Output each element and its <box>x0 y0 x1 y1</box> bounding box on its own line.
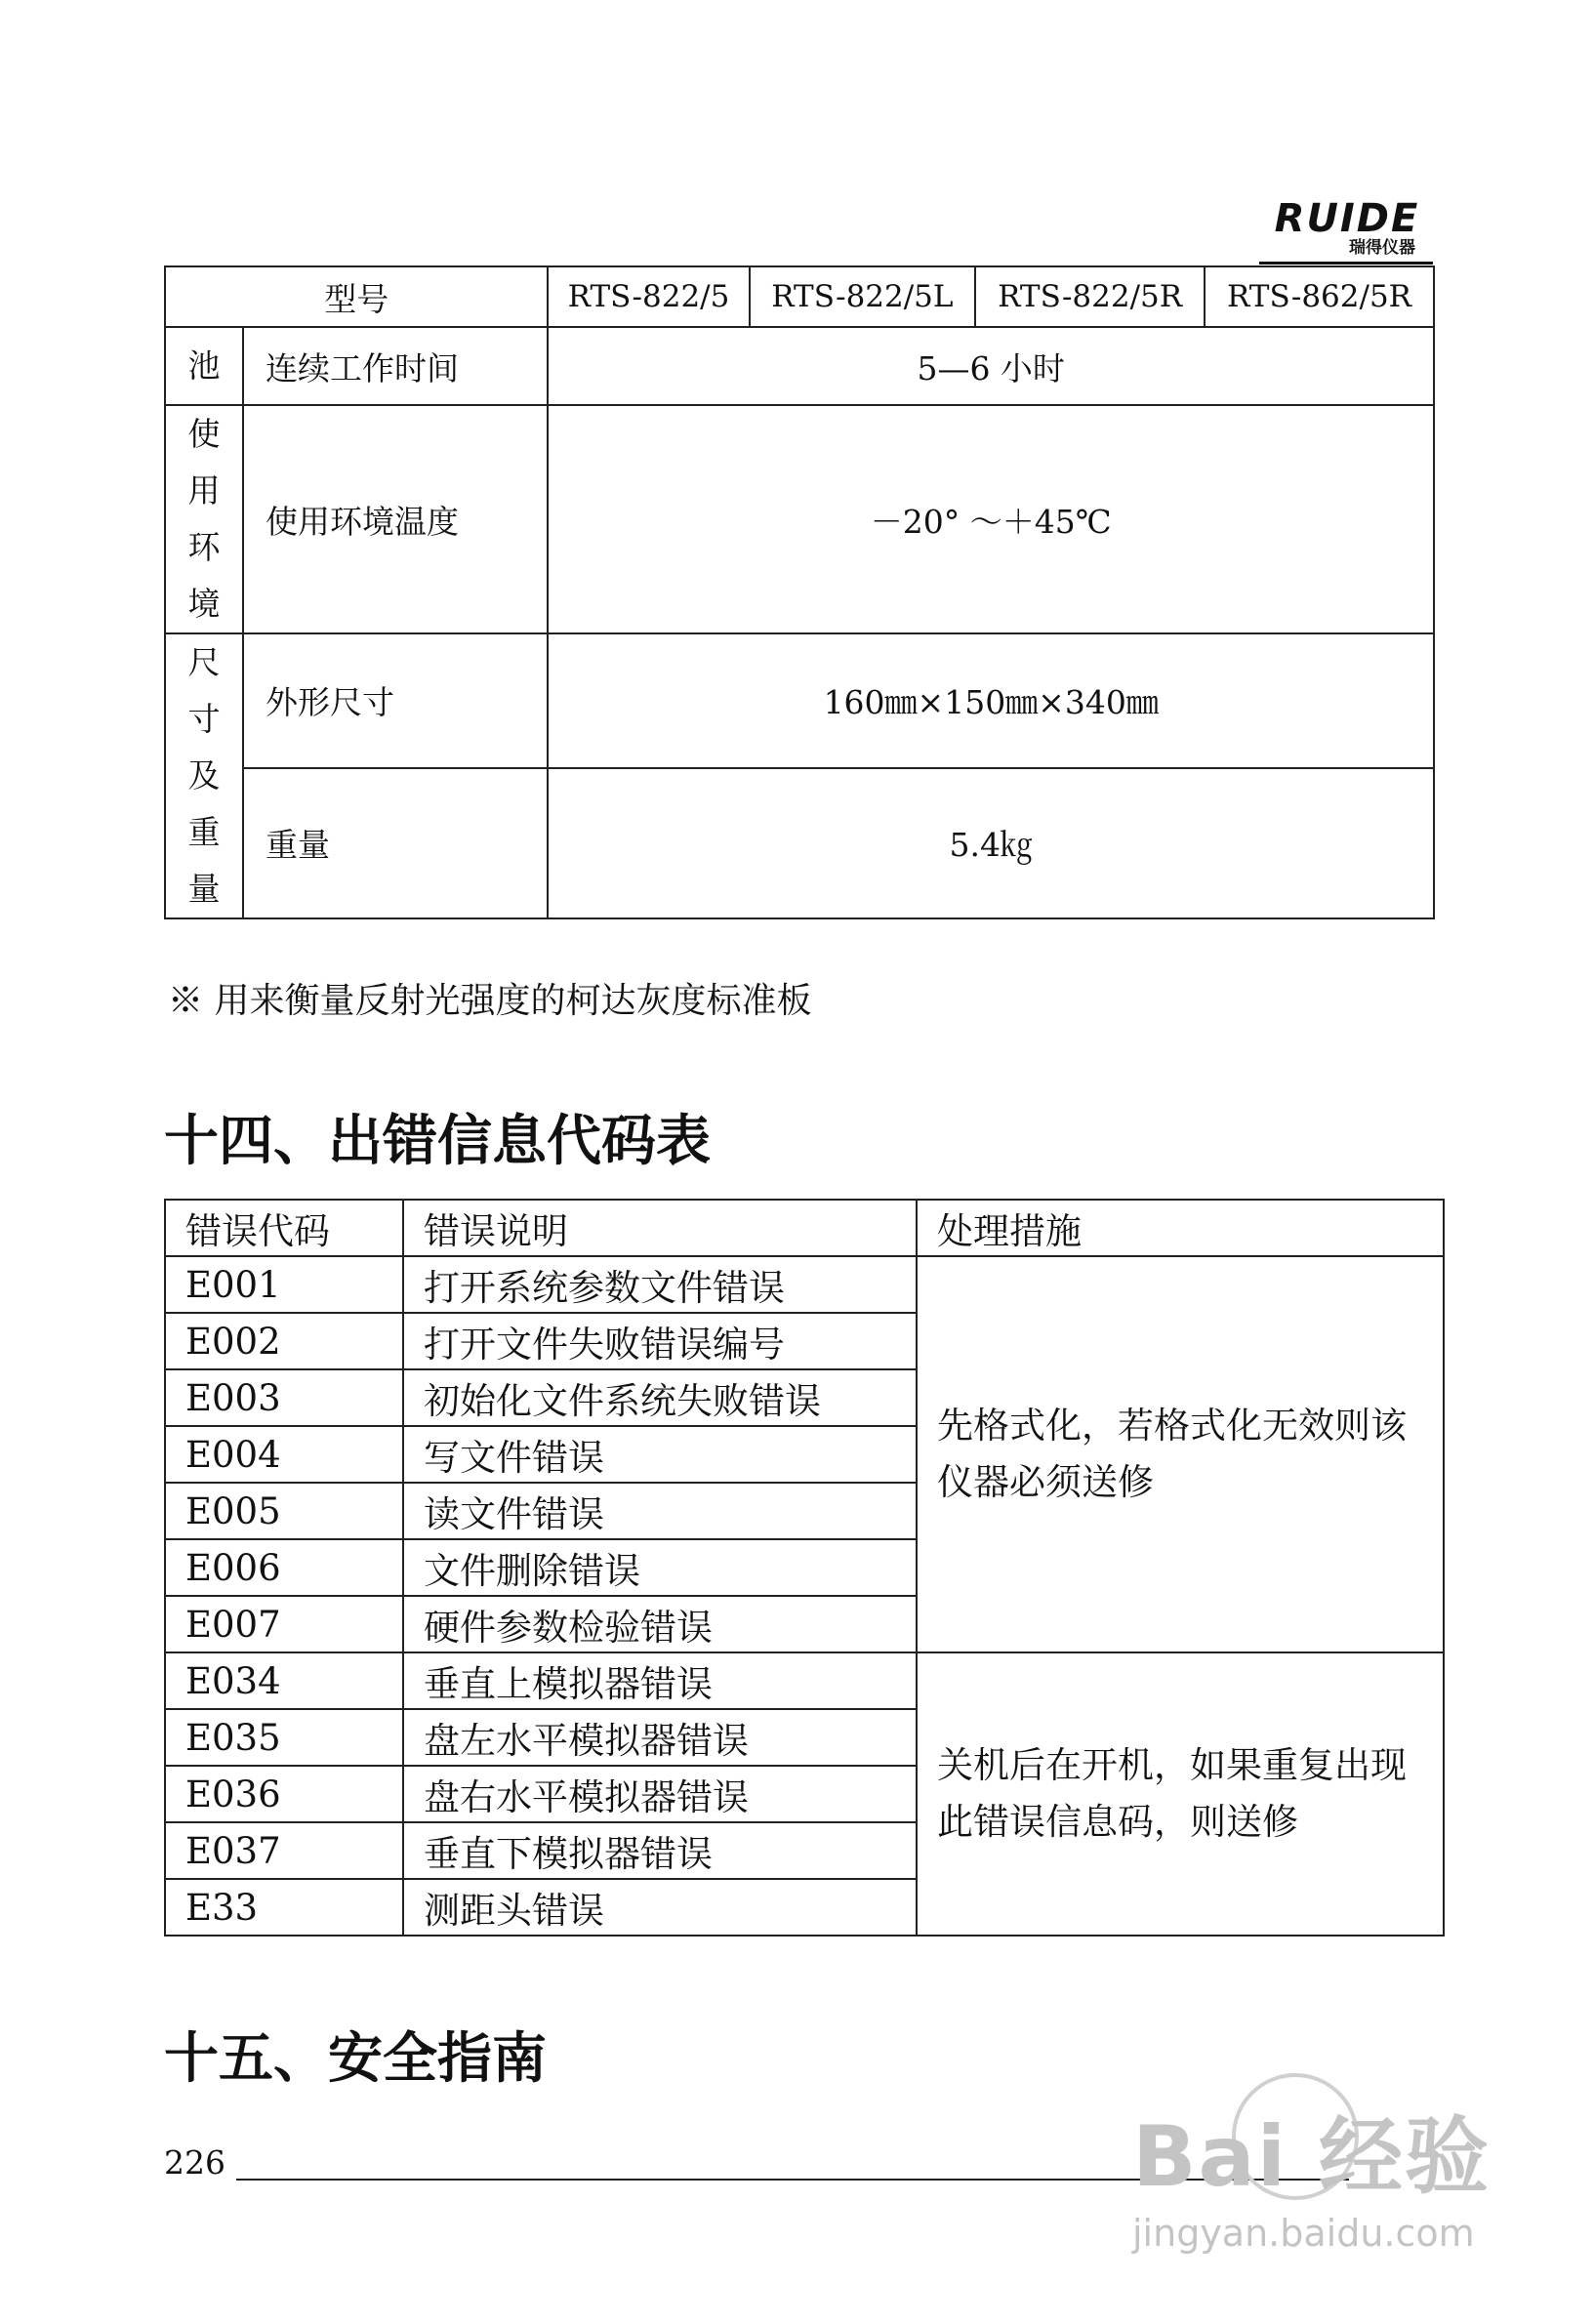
group-char: 境 <box>187 585 221 623</box>
error-desc-cell: 打开系统参数文件错误 <box>403 1256 917 1313</box>
error-code-cell: E006 <box>165 1539 403 1596</box>
group-char: 环 <box>187 528 221 566</box>
environment-group-cell <box>165 405 243 633</box>
spec-table <box>164 265 1435 919</box>
action-cell: 关机后在开机，如果重复出现此错误信息码，则送修 <box>917 1652 1444 1936</box>
group-char: 尺 <box>187 643 221 681</box>
section-14-title: 十四、出错信息代码表 <box>164 1110 711 1173</box>
dimensions-label-cell: 外形尺寸 <box>243 633 548 768</box>
battery-label-cell: 连续工作时间 <box>243 327 548 405</box>
error-code-cell: E004 <box>165 1426 403 1483</box>
watermark-url: jingyan.baidu.com <box>1132 2212 1475 2255</box>
group-char: 寸 <box>187 700 221 738</box>
error-code-cell: E33 <box>165 1879 403 1936</box>
error-row <box>165 1652 1444 1709</box>
header-cell: 错误说明 <box>403 1200 917 1256</box>
error-code-cell: E005 <box>165 1483 403 1539</box>
weight-row <box>165 768 1434 918</box>
ruide-logo <box>1269 196 1425 258</box>
group-char: 重 <box>187 813 221 851</box>
header-cell: 处理措施 <box>917 1200 1444 1256</box>
error-desc-cell: 盘右水平模拟器错误 <box>403 1766 917 1822</box>
group-char: 用 <box>187 471 221 510</box>
environment-label-cell: 使用环境温度 <box>243 405 548 633</box>
section-15-title: 十五、安全指南 <box>164 2027 547 2091</box>
environment-row <box>165 405 1434 633</box>
error-desc-cell: 垂直下模拟器错误 <box>403 1822 917 1879</box>
battery-row <box>165 327 1434 405</box>
spec-header-row <box>165 266 1434 327</box>
footnote: ※ 用来衡量反射光强度的柯达灰度标准板 <box>168 981 812 1021</box>
page-number: 226 <box>164 2143 225 2181</box>
weight-value-cell: 5.4㎏ <box>548 768 1434 918</box>
error-desc-cell: 测距头错误 <box>403 1879 917 1936</box>
error-code-cell: E007 <box>165 1596 403 1652</box>
group-char: 及 <box>187 756 221 795</box>
model-label-cell: 型号 <box>165 266 548 327</box>
header-rule <box>1259 262 1433 265</box>
group-char: 量 <box>187 870 221 908</box>
action-cell: 先格式化，若格式化无效则该仪器必须送修 <box>917 1256 1444 1652</box>
error-desc-cell: 文件删除错误 <box>403 1539 917 1596</box>
model-cell: RTS-862/5R <box>1205 266 1434 327</box>
logo-subtitle: 瑞得仪器 <box>1349 238 1415 258</box>
size-group-cell <box>165 633 243 918</box>
error-desc-cell: 垂直上模拟器错误 <box>403 1652 917 1709</box>
error-desc-cell: 打开文件失败错误编号 <box>403 1313 917 1369</box>
error-desc-cell: 写文件错误 <box>403 1426 917 1483</box>
model-cell: RTS-822/5L <box>750 266 976 327</box>
environment-value-cell: －20° ～＋45℃ <box>548 405 1434 633</box>
error-code-cell: E003 <box>165 1369 403 1426</box>
watermark-brand: Bai 经验 <box>1132 2108 1492 2206</box>
error-code-cell: E002 <box>165 1313 403 1369</box>
weight-label-cell: 重量 <box>243 768 548 918</box>
error-code-cell: E034 <box>165 1652 403 1709</box>
dimensions-row <box>165 633 1434 768</box>
error-header-row <box>165 1200 1444 1256</box>
battery-value-cell: 5—6 小时 <box>548 327 1434 405</box>
group-char: 使 <box>187 415 221 453</box>
error-desc-cell: 读文件错误 <box>403 1483 917 1539</box>
logo-wordmark: RUIDE <box>1274 196 1420 241</box>
error-code-table <box>164 1199 1445 1937</box>
model-cell: RTS-822/5R <box>975 266 1205 327</box>
error-row <box>165 1256 1444 1313</box>
dimensions-value-cell: 160㎜×150㎜×340㎜ <box>548 633 1434 768</box>
error-code-cell: E037 <box>165 1822 403 1879</box>
error-code-cell: E036 <box>165 1766 403 1822</box>
error-desc-cell: 硬件参数检验错误 <box>403 1596 917 1652</box>
battery-group-cell: 池 <box>165 327 243 405</box>
error-code-cell: E001 <box>165 1256 403 1313</box>
error-desc-cell: 盘左水平模拟器错误 <box>403 1709 917 1766</box>
error-code-cell: E035 <box>165 1709 403 1766</box>
model-cell: RTS-822/5 <box>548 266 749 327</box>
error-desc-cell: 初始化文件系统失败错误 <box>403 1369 917 1426</box>
header-cell: 错误代码 <box>165 1200 403 1256</box>
